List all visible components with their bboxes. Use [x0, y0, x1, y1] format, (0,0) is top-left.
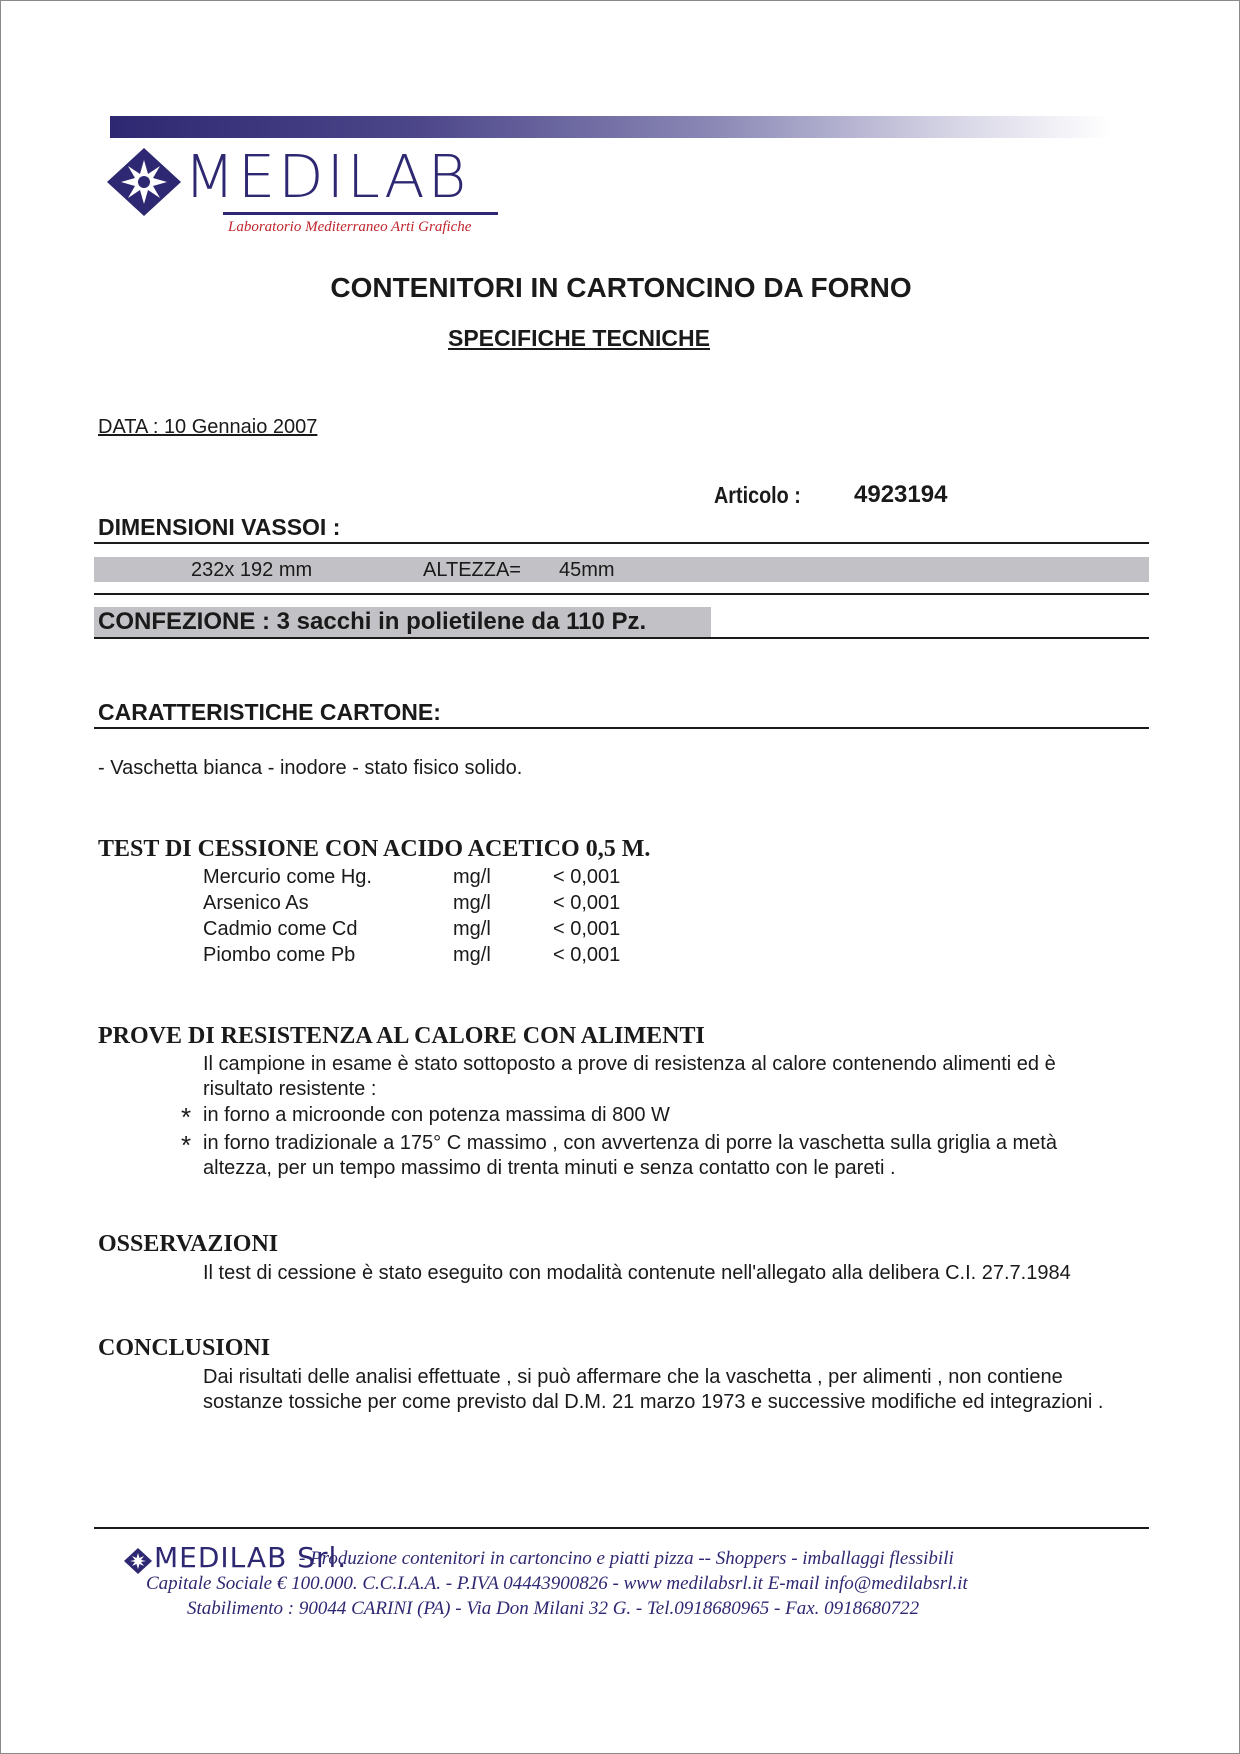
medilab-star-logo-icon [124, 1548, 152, 1574]
test-unit: mg/l [453, 892, 491, 914]
bullet-item: in forno a microonde con potenza massima di 800 W [203, 1104, 670, 1126]
footer-divider [94, 1527, 1149, 1529]
observations-heading: OSSERVAZIONI [98, 1231, 279, 1257]
conclusions-text: Dai risultati delle analisi effettuate , si può affermare che la vaschetta , per alimenti , non contiene sostanze tossiche per come previsto dal D.M. 21 marzo 1973 e successive modifiche ed integrazioni . [203, 1366, 1104, 1413]
document-subtitle: SPECIFICHE TECNICHE [448, 325, 710, 351]
test-value: < 0,001 [553, 866, 621, 888]
tray-height-label: ALTEZZA= [423, 559, 521, 581]
logo-tagline: Laboratorio Mediterraneo Arti Grafiche [228, 219, 472, 235]
header-gradient-bar [110, 116, 1110, 138]
test-element: Arsenico As [203, 892, 309, 914]
heat-resistance-intro: Il campione in esame è stato sottoposto a prove di resistenza al calore contenendo alimenti ed è risultato resistente : [203, 1053, 1056, 1100]
article-number: 4923194 [854, 481, 948, 508]
article-label: Articolo : [714, 482, 801, 508]
divider [94, 637, 1149, 639]
dimensions-heading: DIMENSIONI VASSOI : [98, 514, 341, 540]
document-title: CONTENITORI IN CARTONCINO DA FORNO [330, 272, 912, 303]
table-row [203, 890, 803, 916]
document-date: DATA : 10 Gennaio 2007 [98, 416, 318, 438]
tray-size: 232x 192 mm [191, 559, 313, 581]
divider [94, 727, 1149, 729]
bullet-asterisk: * [181, 1130, 192, 1160]
test-unit: mg/l [453, 918, 491, 940]
logo-underline [223, 212, 498, 215]
footer-address-line: Stabilimento : 90044 CARINI (PA) - Via Don Milani 32 G. - Tel.0918680965 - Fax. 0918680722 [187, 1598, 920, 1619]
test-unit: mg/l [453, 944, 491, 966]
footer-registration-line: Capitale Sociale € 100.000. C.C.I.A.A. - P.IVA 04443900826 - www medilabsrl.it E-mail info@medilabsrl.it [146, 1573, 968, 1594]
test-value: < 0,001 [553, 918, 621, 940]
divider [94, 593, 1149, 595]
table-row [203, 942, 803, 968]
heat-resistance-heading: PROVE DI RESISTENZA AL CALORE CON ALIMENTI [98, 1023, 705, 1049]
footer-company-name: MEDILAB Srl. [154, 1541, 348, 1574]
table-row [203, 864, 803, 890]
test-unit: mg/l [453, 866, 491, 888]
divider [94, 542, 1149, 544]
test-element: Piombo come Pb [203, 944, 356, 966]
tray-height-value: 45mm [559, 559, 615, 581]
footer-products-line: - Produzione contenitori in cartoncino e piatti pizza -- Shoppers - imballaggi flessibili [299, 1548, 954, 1569]
bullet-asterisk: * [181, 1102, 192, 1132]
bullet-item: in forno tradizionale a 175° C massimo , con avvertenza di porre la vaschetta sulla griglia a metà altezza, per un tempo massimo di trenta minuti e senza contatto con le pareti . [203, 1132, 1057, 1179]
test-element: Cadmio come Cd [203, 918, 358, 940]
cardboard-features-text: - Vaschetta bianca - inodore - stato fisico solido. [98, 757, 523, 779]
packaging-info: CONFEZIONE : 3 sacchi in polietilene da 110 Pz. [98, 608, 647, 635]
table-row [203, 916, 803, 942]
test-element: Mercurio come Hg. [203, 866, 372, 888]
test-value: < 0,001 [553, 944, 621, 966]
conclusions-heading: CONCLUSIONI [98, 1335, 271, 1361]
observations-text: Il test di cessione è stato eseguito con modalità contenute nell'allegato alla delibera C.I. 27.7.1984 [203, 1262, 1071, 1284]
medilab-star-logo-icon [107, 148, 181, 216]
test-value: < 0,001 [553, 892, 621, 914]
logo-wordmark: MEDILAB [184, 142, 470, 211]
cardboard-features-heading: CARATTERISTICHE CARTONE: [98, 699, 441, 725]
migration-test-heading: TEST DI CESSIONE CON ACIDO ACETICO 0,5 M. [98, 836, 651, 862]
